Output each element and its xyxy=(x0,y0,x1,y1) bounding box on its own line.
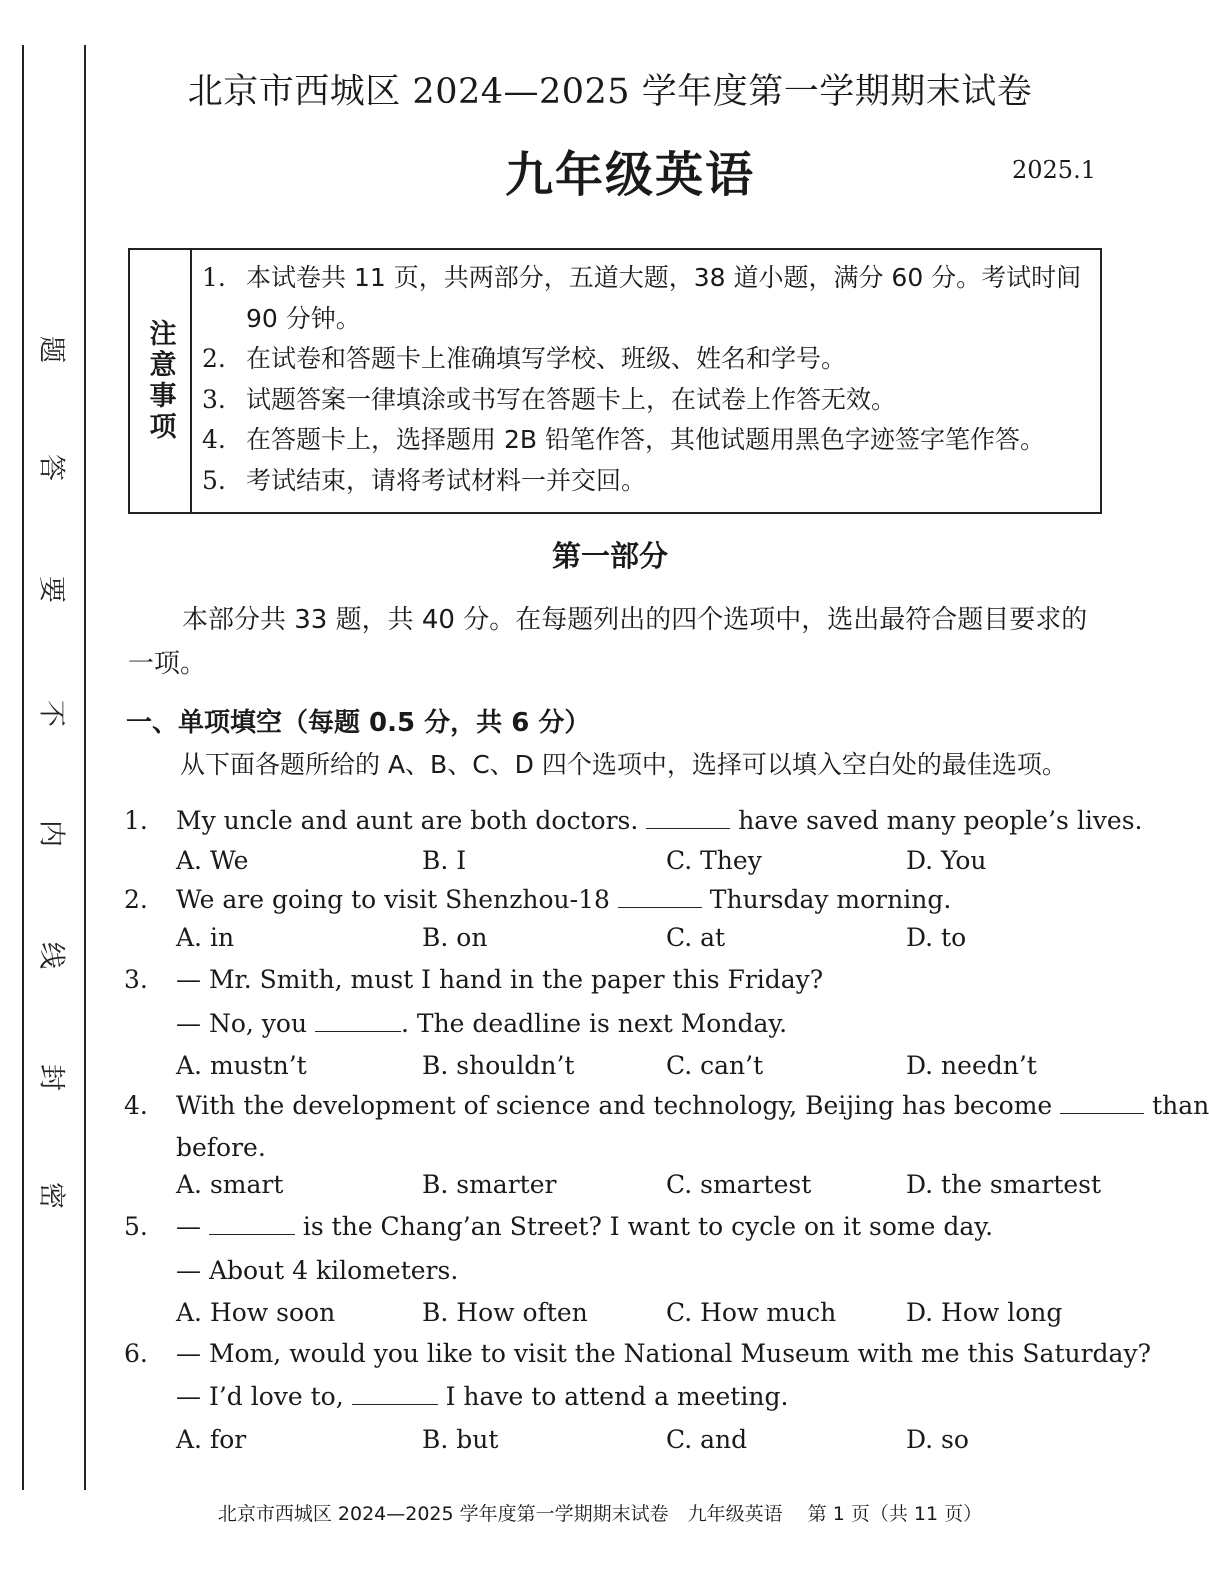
question-stem-line xyxy=(176,1009,787,1038)
answer-option: D. so xyxy=(906,1425,969,1454)
question-stem-line xyxy=(176,1091,1209,1120)
exam-title: 北京市西城区 2024—2025 学年度第一学期期末试卷 xyxy=(187,72,1033,112)
notice-item-text: 在答题卡上，选择题用 2B 铅笔作答，其他试题用黑色字迹签字笔作答。 xyxy=(246,425,1045,454)
notice-item xyxy=(202,339,1094,380)
answer-option: D. How long xyxy=(906,1298,1063,1327)
stem-text: We are going to visit Shenzhou-18 xyxy=(176,885,618,914)
notice-list xyxy=(202,258,1094,501)
part-intro: 本部分共 33 题，共 40 分。在每题列出的四个选项中，选出最符合题目要求的一项。 xyxy=(128,605,1088,679)
notice-item xyxy=(202,461,1094,502)
seal-char: 密 xyxy=(35,1182,67,1209)
stem-text: I have to attend a meeting. xyxy=(437,1382,789,1411)
subject-title: 九年级英语 xyxy=(504,147,755,203)
answer-blank xyxy=(315,1013,401,1032)
answer-option: B. but xyxy=(422,1425,499,1454)
answer-option: A. How soon xyxy=(176,1298,336,1327)
seal-char: 线 xyxy=(35,942,67,969)
answer-option: C. can’t xyxy=(666,1051,764,1080)
notice-item-text: 本试卷共 11 页，共两部分，五道大题，38 道小题，满分 60 分。考试时间 90 分钟。 xyxy=(246,263,1082,333)
answer-blank xyxy=(1060,1095,1144,1114)
question-number: 1. xyxy=(124,806,148,835)
question-stem-line xyxy=(176,965,823,994)
seal-char: 不 xyxy=(35,700,67,727)
answer-option: C. How much xyxy=(666,1298,837,1327)
answer-blank xyxy=(209,1216,295,1235)
answer-blank xyxy=(352,1386,438,1405)
question-number: 4. xyxy=(124,1091,148,1120)
question-number: 2. xyxy=(124,885,148,914)
question-number: 5. xyxy=(124,1212,148,1241)
stem-text: is the Chang’an Street? I want to cycle on it some day. xyxy=(294,1212,994,1241)
question-stem-line xyxy=(176,885,951,914)
question-stem-line xyxy=(176,1212,993,1241)
question-stem-line xyxy=(176,1382,788,1411)
answer-option: D. needn’t xyxy=(906,1051,1037,1080)
question-number: 3. xyxy=(124,965,148,994)
stem-text: — Mom, would you like to visit the National Museum with me this Saturday? xyxy=(176,1339,1151,1368)
answer-option: A. smart xyxy=(176,1170,284,1199)
answer-blank xyxy=(618,889,702,908)
notice-item-text: 考试结束，请将考试材料一并交回。 xyxy=(246,465,647,495)
answer-option: C. They xyxy=(666,846,762,875)
section-instruction: 从下面各题所给的 A、B、C、D 四个选项中，选择可以填入空白处的最佳选项。 xyxy=(180,750,1067,779)
notice-item-number: 2. xyxy=(202,344,226,373)
part-title: 第一部分 xyxy=(551,539,668,573)
question-stem-line xyxy=(176,1133,266,1162)
stem-text: — xyxy=(176,1212,209,1241)
stem-text: — No, you xyxy=(176,1009,315,1038)
question-stem-line xyxy=(176,806,1143,835)
stem-text: before. xyxy=(176,1133,266,1162)
stem-text: . The deadline is next Monday. xyxy=(401,1009,788,1038)
answer-option: D. You xyxy=(906,846,987,875)
seal-char: 要 xyxy=(35,576,67,603)
notice-item xyxy=(202,380,1094,421)
notice-box xyxy=(128,248,1102,514)
notice-item-number: 5. xyxy=(202,465,226,495)
notice-item-number: 4. xyxy=(202,425,226,454)
question-number: 6. xyxy=(124,1339,148,1368)
notice-item-text: 在试卷和答题卡上准确填写学校、班级、姓名和学号。 xyxy=(246,344,847,373)
notice-item-text: 试题答案一律填涂或书写在答题卡上，在试卷上作答无效。 xyxy=(246,384,897,414)
stem-text: With the development of science and technology, Beijing has become xyxy=(176,1091,1061,1120)
exam-date: 2025.1 xyxy=(1012,156,1096,184)
seal-char: 答 xyxy=(35,454,67,481)
stem-text: — Mr. Smith, must I hand in the paper this Friday? xyxy=(176,965,824,994)
seal-char: 封 xyxy=(35,1064,67,1091)
answer-option: A. mustn’t xyxy=(176,1051,307,1080)
section-heading: 一、单项填空（每题 0.5 分，共 6 分） xyxy=(126,708,591,738)
answer-option: C. and xyxy=(666,1425,748,1454)
answer-option: A. in xyxy=(176,923,235,952)
question-stem-line xyxy=(176,1339,1151,1368)
answer-option: D. to xyxy=(906,923,967,952)
notice-item xyxy=(202,258,1094,339)
page-footer: 北京市西城区 2024—2025 学年度第一学期期末试卷 九年级英语 第 1 页（共 11 页） xyxy=(217,1503,983,1525)
stem-text: — I’d love to, xyxy=(176,1382,352,1411)
answer-option: D. the smartest xyxy=(906,1170,1102,1199)
answer-option: A. We xyxy=(176,846,249,875)
answer-option: B. How often xyxy=(422,1298,588,1327)
notice-item-number: 3. xyxy=(202,384,226,414)
seal-char: 内 xyxy=(35,820,67,847)
notice-item-number: 1. xyxy=(202,263,226,292)
binding-line-inner xyxy=(84,45,86,1490)
stem-text: — About 4 kilometers. xyxy=(176,1256,459,1285)
seal-char: 题 xyxy=(35,336,67,363)
answer-blank xyxy=(646,810,730,829)
answer-option: C. at xyxy=(666,923,726,952)
stem-text: have saved many people’s lives. xyxy=(730,806,1143,835)
binding-line-outer xyxy=(22,45,24,1490)
answer-option: B. smarter xyxy=(422,1170,557,1199)
stem-text: than xyxy=(1144,1091,1209,1120)
answer-option: A. for xyxy=(176,1425,247,1454)
notice-item xyxy=(202,420,1094,461)
answer-option: B. I xyxy=(422,846,467,875)
stem-text: Thursday morning. xyxy=(701,885,952,914)
stem-text: My uncle and aunt are both doctors. xyxy=(176,806,647,835)
answer-option: B. shouldn’t xyxy=(422,1051,575,1080)
answer-option: C. smartest xyxy=(666,1170,812,1199)
notice-label: 注意事项 xyxy=(130,250,192,512)
question-stem-line xyxy=(176,1256,458,1285)
answer-option: B. on xyxy=(422,923,488,952)
